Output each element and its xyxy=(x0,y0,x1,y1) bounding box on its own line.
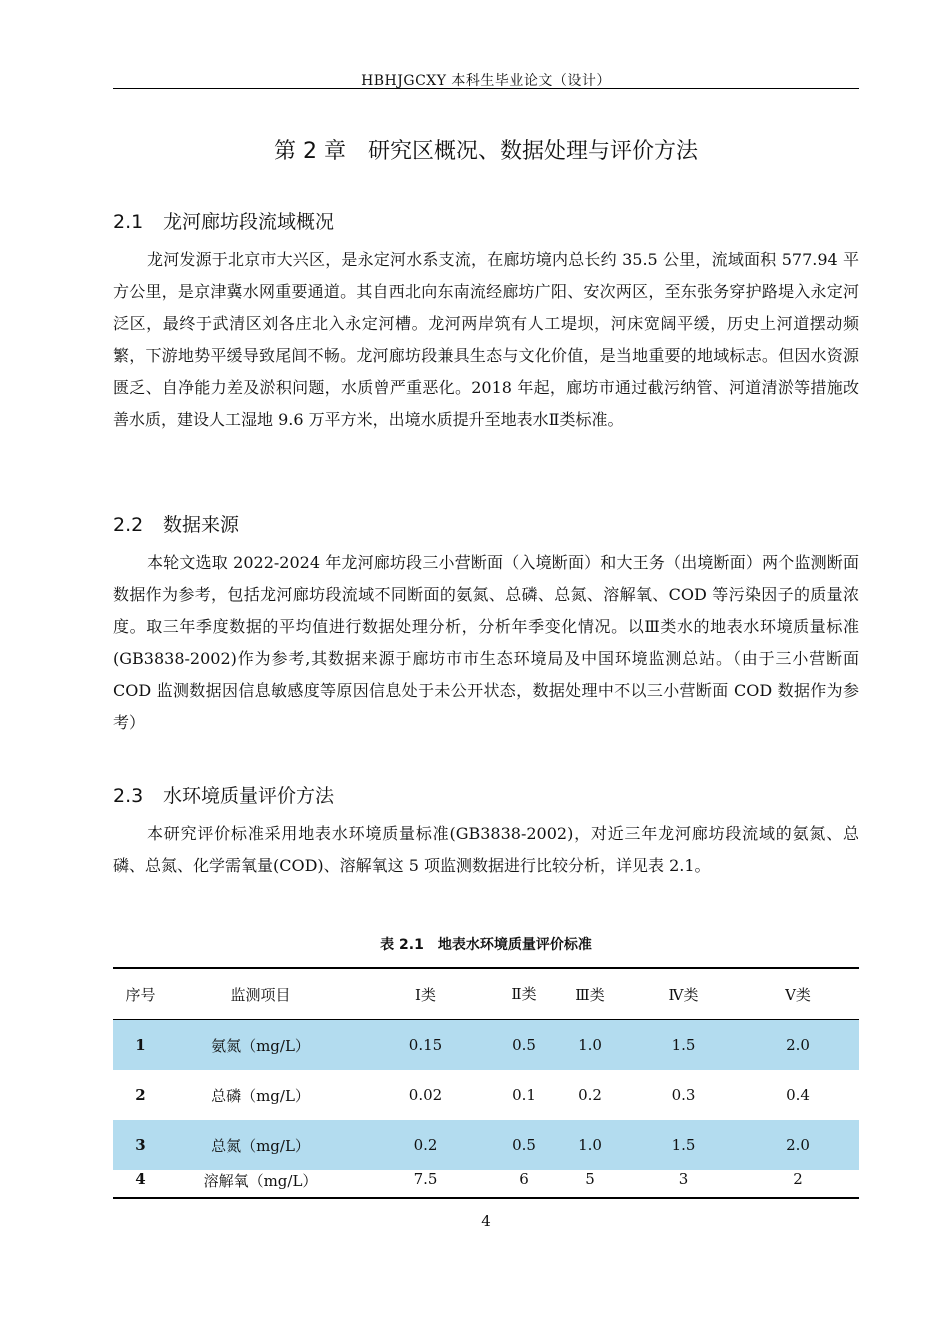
row-class-3: 1.0 xyxy=(550,1020,630,1071)
row-class-2: 0.1 xyxy=(512,1086,536,1104)
section-heading-2-3 xyxy=(113,781,334,808)
row-index: 4 xyxy=(113,1170,168,1198)
row-class-3: 5 xyxy=(550,1170,630,1198)
page-header: HBHJGCXY 本科生毕业论文（设计） xyxy=(361,73,611,89)
page-number: 4 xyxy=(481,1212,491,1230)
table-row xyxy=(113,1070,859,1120)
row-class-5: 0.4 xyxy=(786,1086,810,1104)
header-index: 序号 xyxy=(113,968,168,1020)
header-class-3: Ⅲ类 xyxy=(550,968,630,1020)
table-header-row xyxy=(113,968,859,1020)
row-class-2: 0.5 xyxy=(498,1120,550,1170)
evaluation-standard-table xyxy=(113,967,859,1199)
row-item: 溶解氧（mg/L） xyxy=(168,1170,353,1198)
section-title: 龙河廊坊段流域概况 xyxy=(163,211,335,233)
row-item: 总磷（mg/L） xyxy=(211,1086,310,1105)
row-class-4: 3 xyxy=(630,1170,737,1198)
chapter-title: 第 2 章 研究区概况、数据处理与评价方法 xyxy=(274,139,698,164)
section-paragraph-2-3: 本研究评价标准采用地表水环境质量标准(GB3838-2002)，对近三年龙河廊坊段流域的氨氮、总磷、总氮、化学需氧量(COD)、溶解氧这 5 项监测数据进行比较分析，详见表 2.1。 xyxy=(113,824,859,875)
section-paragraph-2-1: 龙河发源于北京市大兴区，是永定河水系支流，在廊坊境内总长约 35.5 公里，流域面积 577.94 平方公里，是京津冀水网重要通道。其自西北向东南流经廊坊广阳、安次两区，至东张务穿护路堤入永定河泛区，最终于武清区刘各庄北入永定河槽。龙河两岸筑有人工堤坝，河床宽阔平缓，历史上河道摆动频繁，下游地势平缓导致尾闾不畅。龙河廊坊段兼具生态与文化价值，是当地重要的地域标志。但因水资源匮乏、自净能力差及淤积问题，水质曾严重恶化。2018 年起，廊坊市通过截污纳管、河道清淤等措施改善水质，建设人工湿地 9.6 万平方米，出境水质提升至地表水Ⅱ类标准。 xyxy=(113,250,859,429)
section-heading-2-2 xyxy=(113,510,239,537)
row-class-3: 0.2 xyxy=(578,1086,602,1104)
header-class-4: Ⅳ类 xyxy=(630,968,737,1020)
row-class-5: 2.0 xyxy=(737,1020,859,1071)
row-index: 3 xyxy=(113,1120,168,1170)
row-class-4: 1.5 xyxy=(630,1020,737,1071)
table-row xyxy=(113,1120,859,1170)
table-row xyxy=(113,1170,859,1198)
row-class-1: 7.5 xyxy=(353,1170,498,1198)
header-class-5: Ⅴ类 xyxy=(737,968,859,1020)
table-row xyxy=(113,1020,859,1071)
row-class-1: 0.15 xyxy=(353,1020,498,1071)
table-caption: 表 2.1 地表水环境质量评价标准 xyxy=(380,937,592,953)
row-class-1: 0.2 xyxy=(353,1120,498,1170)
row-class-5: 2.0 xyxy=(737,1120,859,1170)
header-class-1: Ⅰ类 xyxy=(353,968,498,1020)
section-number: 2.2 xyxy=(113,514,144,536)
row-class-2: 0.5 xyxy=(498,1020,550,1071)
section-title: 数据来源 xyxy=(163,514,240,536)
header-class-2: Ⅱ类 xyxy=(498,968,550,1020)
section-number: 2.1 xyxy=(113,211,144,233)
section-heading-2-1 xyxy=(113,207,334,234)
row-class-2: 6 xyxy=(498,1170,550,1198)
row-class-1: 0.02 xyxy=(408,1086,443,1104)
section-number: 2.3 xyxy=(113,785,144,807)
row-index: 2 xyxy=(135,1086,146,1104)
row-class-3: 1.0 xyxy=(550,1120,630,1170)
row-class-4: 0.3 xyxy=(671,1086,696,1104)
row-item: 氨氮（mg/L） xyxy=(168,1020,353,1071)
row-class-5: 2 xyxy=(737,1170,859,1198)
header-rule xyxy=(113,88,859,89)
header-item: 监测项目 xyxy=(168,968,353,1020)
row-index: 1 xyxy=(113,1020,168,1071)
row-item: 总氮（mg/L） xyxy=(168,1120,353,1170)
section-paragraph-2-2: 本轮文选取 2022-2024 年龙河廊坊段三小营断面（入境断面）和大王务（出境断面）两个监测断面数据作为参考，包括龙河廊坊段流域不同断面的氨氮、总磷、总氮、溶解氧、COD 等污染因子的质量浓度。取三年季度数据的平均值进行数据处理分析，分析年季变化情况。以Ⅲ类水的地表水环境质量标准(GB3838-2002)作为参考,其数据来源于廊坊市市生态环境局及中国环境监测总站。（由于三小营断面 COD 监测数据因信息敏感度等原因信息处于未公开状态，数据处理中不以三小营断面 COD 数据作为参考） xyxy=(113,553,859,732)
section-title: 水环境质量评价方法 xyxy=(163,785,335,807)
row-class-4: 1.5 xyxy=(630,1120,737,1170)
